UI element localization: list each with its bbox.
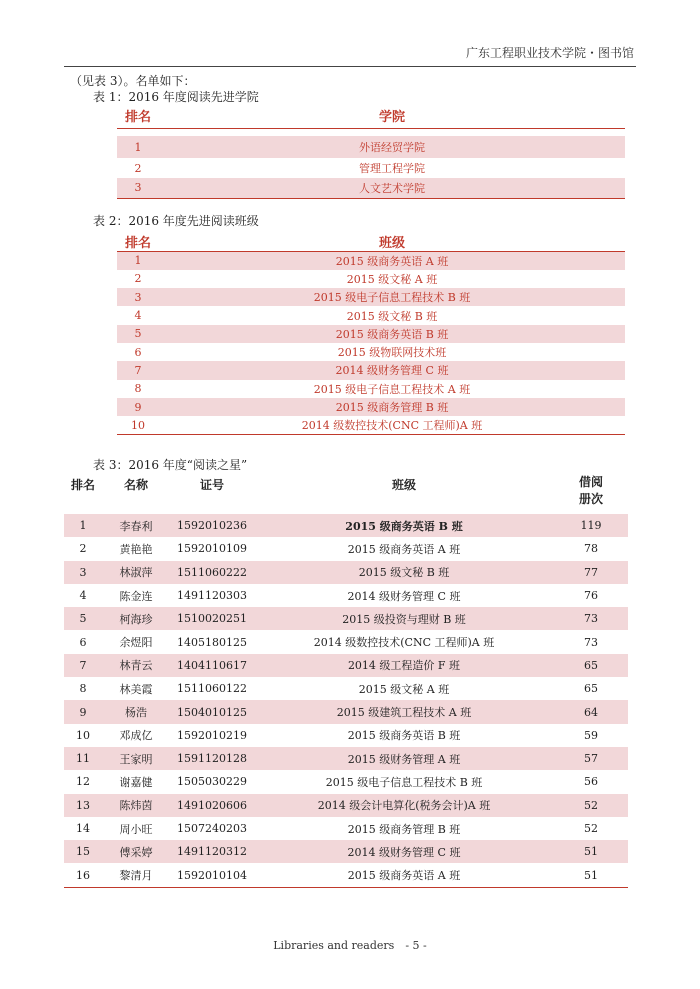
- table3: [64, 474, 628, 888]
- table3-class: 2014 级财务管理 C 班: [347, 845, 461, 859]
- table3-name: 林淑萍: [119, 566, 153, 580]
- table-row: [117, 325, 625, 343]
- table-row: [64, 561, 628, 584]
- table2-rank: 4: [134, 309, 142, 323]
- page-header: [64, 36, 636, 67]
- table3-name: 林青云: [119, 659, 153, 673]
- table-row: [117, 306, 625, 324]
- table3-count: 65: [584, 658, 598, 672]
- table3-header-rank: 排名: [70, 478, 95, 492]
- table3-name: 谢嘉健: [119, 775, 153, 789]
- table3-rank: 1: [79, 519, 87, 533]
- table3-class: 2015 级商务英语 B 班: [345, 519, 463, 533]
- table3-header-id: 证号: [199, 478, 224, 492]
- table2-class: 2015 级商务英语 B 班: [335, 327, 449, 341]
- table3-count: 52: [584, 822, 598, 835]
- table-row: [117, 380, 625, 398]
- table1: [117, 104, 625, 199]
- table-row: [117, 252, 625, 270]
- table3-id: 1491020606: [177, 798, 247, 812]
- table-row: [64, 584, 628, 607]
- table3-count: 78: [584, 542, 598, 556]
- table3-name: 傅采婷: [119, 845, 153, 859]
- table-row: [117, 136, 625, 158]
- table3-class: 2015 级文秘 A 班: [358, 682, 450, 696]
- table3-name: 杨浩: [125, 706, 147, 720]
- table1-college: 人文艺术学院: [359, 181, 425, 195]
- table-row: [64, 630, 628, 653]
- table3-class: 2014 级会计电算化(税务会计)A 班: [317, 799, 491, 813]
- table2-header-class: 班级: [378, 236, 405, 251]
- table3-rank: 6: [79, 635, 87, 649]
- table3-header-borrow: [554, 474, 628, 511]
- table3-class: 2015 级投资与理财 B 班: [342, 612, 466, 626]
- table3-id: 1505030229: [177, 775, 247, 789]
- table1-college: 外语经贸学院: [359, 141, 425, 154]
- table2-rank: 5: [134, 327, 142, 341]
- table2-rank: 7: [134, 363, 142, 377]
- table3-name: 陈金连: [119, 589, 153, 603]
- table2-class: 2014 级财务管理 C 班: [335, 364, 449, 378]
- table-row: [64, 607, 628, 630]
- table3-rank: 16: [76, 868, 90, 882]
- table-row: [64, 794, 628, 817]
- table1-header-rank: 排名: [124, 110, 151, 126]
- table3-id: 1592010109: [177, 542, 247, 556]
- table3-id: 1592010219: [177, 728, 247, 742]
- table2-class: 2015 级物联网技术班: [337, 346, 447, 360]
- table3-count: 64: [584, 705, 598, 719]
- table3-rank: 13: [76, 798, 90, 812]
- table2-class: 2015 级商务英语 A 班: [335, 254, 449, 268]
- table3-class: 2015 级商务英语 B 班: [347, 729, 461, 743]
- table2-header-row: [117, 232, 625, 252]
- table-row: [117, 288, 625, 306]
- table3-class: 2015 级文秘 B 班: [358, 566, 450, 580]
- table3-class: 2014 级工程造价 F 班: [347, 659, 461, 673]
- table3-rank: 7: [79, 658, 87, 672]
- table-row: [64, 840, 628, 863]
- table3-name: 黎清月: [119, 869, 153, 883]
- table2: [117, 232, 625, 435]
- table-row: [117, 178, 625, 198]
- table3-id: 1404110617: [177, 658, 247, 672]
- table-row: [117, 361, 625, 379]
- table3-name: 陈炜茵: [119, 799, 153, 813]
- table-row: [117, 416, 625, 434]
- table3-name: 王家明: [119, 752, 153, 766]
- table3-caption: 表 3：2016 年度“阅读之星”: [93, 458, 248, 472]
- table3-rank: 12: [76, 775, 90, 789]
- table3-rank: 15: [76, 845, 90, 859]
- table3-id: 1504010125: [177, 705, 247, 719]
- page-footer: Libraries and readers - 5 -: [273, 939, 427, 952]
- table2-rank: 6: [134, 345, 142, 359]
- table3-class: 2015 级建筑工程技术 A 班: [336, 706, 472, 720]
- table1-college: 管理工程学院: [359, 162, 425, 175]
- table-row: [64, 677, 628, 700]
- table3-class: 2015 级商务英语 A 班: [347, 542, 461, 556]
- table3-name: 黄艳艳: [119, 542, 153, 556]
- table2-class: 2015 级电子信息工程技术 A 班: [313, 382, 471, 396]
- table3-rank: 2: [79, 542, 87, 556]
- table1-rank: 3: [134, 181, 142, 195]
- table3-rank: 11: [76, 752, 90, 766]
- table3-count: 76: [584, 589, 598, 603]
- table2-class: 2015 级商务管理 B 班: [335, 401, 449, 415]
- table3-id: 1591120128: [177, 752, 247, 766]
- table1-rank: 1: [134, 140, 142, 154]
- table3-id: 1405180125: [177, 635, 247, 649]
- table-row: [64, 537, 628, 560]
- table3-rank: 9: [79, 705, 87, 719]
- table2-rank: 10: [131, 418, 145, 432]
- table2-class: 2014 级数控技术(CNC 工程师)A 班: [301, 419, 483, 433]
- table3-count: 52: [584, 798, 598, 812]
- table3-header-borrow-line2: 册次: [578, 492, 603, 506]
- table3-count: 56: [584, 775, 598, 789]
- table-row: [117, 270, 625, 288]
- table3-header-borrow-line1: 借阅: [578, 475, 603, 489]
- table3-class: 2015 级商务管理 B 班: [347, 822, 461, 836]
- table3-rank: 5: [79, 612, 87, 626]
- table2-rank: 8: [134, 382, 142, 396]
- table3-class: 2014 级数控技术(CNC 工程师)A 班: [313, 636, 495, 650]
- table-row: [64, 654, 628, 677]
- table-row: [117, 343, 625, 361]
- table3-count: 73: [584, 635, 598, 649]
- table-row: [64, 817, 628, 840]
- table3-id: 1507240203: [177, 822, 247, 835]
- table3-rank: 4: [79, 589, 87, 603]
- table3-id: 1510020251: [177, 612, 247, 626]
- table3-name: 林美霞: [119, 682, 153, 696]
- table-row: [64, 700, 628, 723]
- table3-rank: 14: [76, 822, 90, 835]
- table2-rank: 3: [134, 290, 142, 304]
- table2-class: 2015 级文秘 B 班: [346, 309, 438, 323]
- table1-header-row: [117, 104, 625, 128]
- table-row: [117, 398, 625, 416]
- table3-name: 周小旺: [119, 822, 153, 836]
- table2-rank: 1: [134, 254, 142, 268]
- table3-class: 2015 级商务英语 A 班: [347, 869, 461, 883]
- table1-header-college: 学院: [378, 110, 405, 126]
- table-row: [117, 158, 625, 178]
- table-row: [64, 863, 628, 887]
- table3-id: 1491120312: [177, 845, 247, 859]
- table3-class: 2015 级电子信息工程技术 B 班: [325, 775, 483, 789]
- table3-name: 邓成亿: [119, 729, 153, 743]
- table3-count: 59: [584, 728, 598, 742]
- table3-name: 余煜阳: [119, 636, 153, 650]
- table3-class: 2014 级财务管理 C 班: [347, 589, 461, 603]
- table3-name: 柯海珍: [119, 612, 153, 626]
- table3-name: 李春利: [119, 519, 153, 533]
- table2-header-rank: 排名: [124, 236, 151, 251]
- table3-id: 1491120303: [177, 589, 247, 603]
- table3-id: 1592010104: [177, 868, 247, 882]
- table3-class: 2015 级财务管理 A 班: [347, 752, 461, 766]
- table3-count: 119: [580, 519, 602, 533]
- table2-rank: 9: [134, 400, 142, 414]
- table3-id: 1511060122: [177, 682, 247, 696]
- table3-header-class: 班级: [391, 478, 416, 492]
- table-row: [64, 747, 628, 770]
- table3-rank: 8: [79, 682, 87, 696]
- table3-count: 73: [584, 612, 598, 626]
- table1-rank: 2: [134, 161, 142, 175]
- intro-text: （见表 3）。名单如下：: [70, 74, 196, 88]
- table-row: [64, 511, 628, 537]
- table2-rank: 2: [134, 272, 142, 286]
- table3-header-name: 名称: [123, 478, 148, 492]
- header-title: 广东工程职业技术学院・图书馆: [465, 46, 634, 60]
- table3-count: 51: [584, 868, 598, 882]
- table-row: [64, 724, 628, 747]
- table3-rank: 3: [79, 565, 87, 579]
- table2-class: 2015 级文秘 A 班: [346, 272, 438, 286]
- table2-class: 2015 级电子信息工程技术 B 班: [313, 291, 471, 305]
- table3-count: 57: [584, 752, 598, 766]
- table3-rank: 10: [76, 728, 90, 742]
- table3-count: 65: [584, 682, 598, 696]
- table3-count: 51: [584, 845, 598, 859]
- table2-caption: 表 2：2016 年度先进阅读班级: [93, 214, 259, 228]
- table-row: [64, 770, 628, 793]
- table1-caption: 表 1：2016 年度阅读先进学院: [93, 90, 259, 104]
- table3-id: 1511060222: [177, 565, 247, 579]
- table3-count: 77: [584, 565, 598, 579]
- table3-id: 1592010236: [177, 519, 247, 533]
- table3-header-row: [64, 474, 628, 511]
